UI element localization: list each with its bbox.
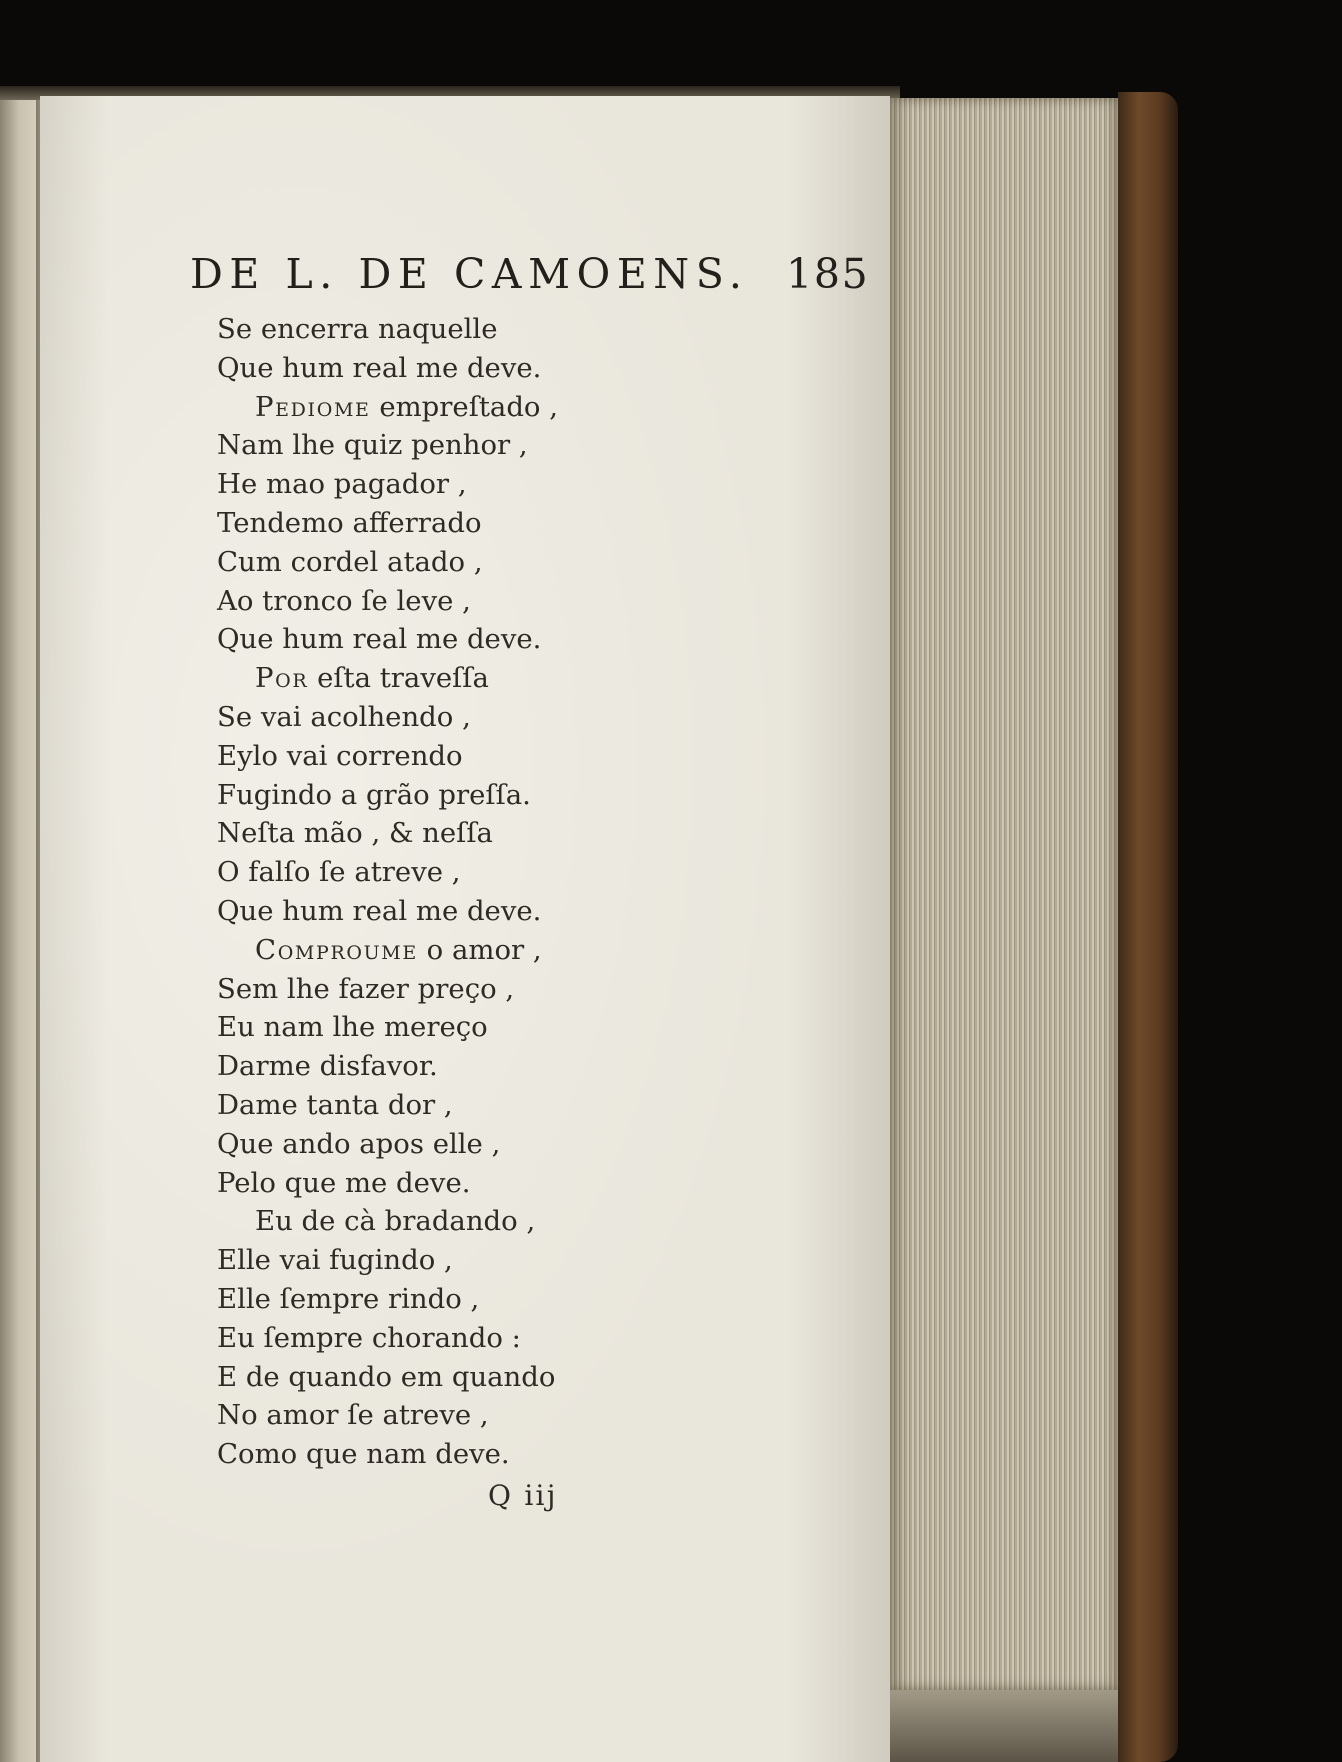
fore-edge-bottom [890, 1690, 1118, 1762]
poem-line: Eu nam lhe mereço [217, 1011, 488, 1044]
poem-line: O falſo ſe atreve , [217, 856, 461, 889]
stanza-start-line: Por eſta traveſſa [255, 662, 489, 695]
poem-line: Se vai acolhendo , [217, 700, 471, 733]
poem-line: Pelo que me deve. [217, 1166, 471, 1199]
stanza-start-line: Comproume o amor , [255, 933, 542, 966]
page-number: 185 [786, 250, 870, 298]
poem-line: Dame tanta dor , [217, 1088, 453, 1121]
poem-line: Se encerra naquelle [217, 313, 498, 345]
poem-line: Fugindo a grão preſſa. [217, 778, 531, 811]
poem-line: No amor ſe atreve , [217, 1399, 489, 1432]
poem-line: Que ando apos elle , [217, 1127, 501, 1160]
poem-line: E de quando em quando [217, 1360, 556, 1393]
signature-mark: Q iij [488, 1479, 558, 1512]
stanza-start-line: Eu de cà bradando , [255, 1205, 536, 1238]
fore-edge-page-stack [890, 98, 1118, 1690]
poem-line: Eylo vai correndo [217, 739, 463, 772]
running-head [190, 250, 870, 298]
poem-line: Como que nam deve. [217, 1438, 510, 1471]
poem-line: Que hum real me deve. [217, 894, 542, 927]
poem-line: Eu ſempre chorando : [217, 1321, 521, 1354]
poem-line: Que hum real me deve. [217, 623, 542, 656]
poem-line: Sem lhe fazer preço , [217, 972, 515, 1005]
poem-line: Que hum real me deve. [217, 351, 542, 384]
poem-line: Ao tronco ſe leve , [217, 584, 471, 617]
stanza-lead-word: Por [255, 662, 309, 695]
poem-line: Cum cordel atado , [217, 545, 483, 578]
running-head-title: DE L. DE CAMOENS. [190, 250, 749, 298]
poem-text [217, 310, 558, 1474]
stanza-start-line: Pediome empreſtado , [255, 390, 558, 423]
stanza-lead-word: Pediome [255, 390, 371, 423]
poem-line: Elle vai fugindo , [217, 1244, 453, 1277]
poem-line: Neſta mão , & neſſa [217, 817, 493, 850]
poem-line: Nam lhe quiz penhor , [217, 429, 528, 462]
poem-line: Tendemo afferrado [217, 506, 482, 539]
poem-line: He mao pagador , [217, 468, 467, 501]
poem-line: Darme disfavor. [217, 1050, 438, 1083]
leather-cover [1118, 92, 1178, 1762]
poem-line: Elle ſempre rindo , [217, 1282, 480, 1315]
stanza-lead-word: Comproume [255, 933, 418, 966]
